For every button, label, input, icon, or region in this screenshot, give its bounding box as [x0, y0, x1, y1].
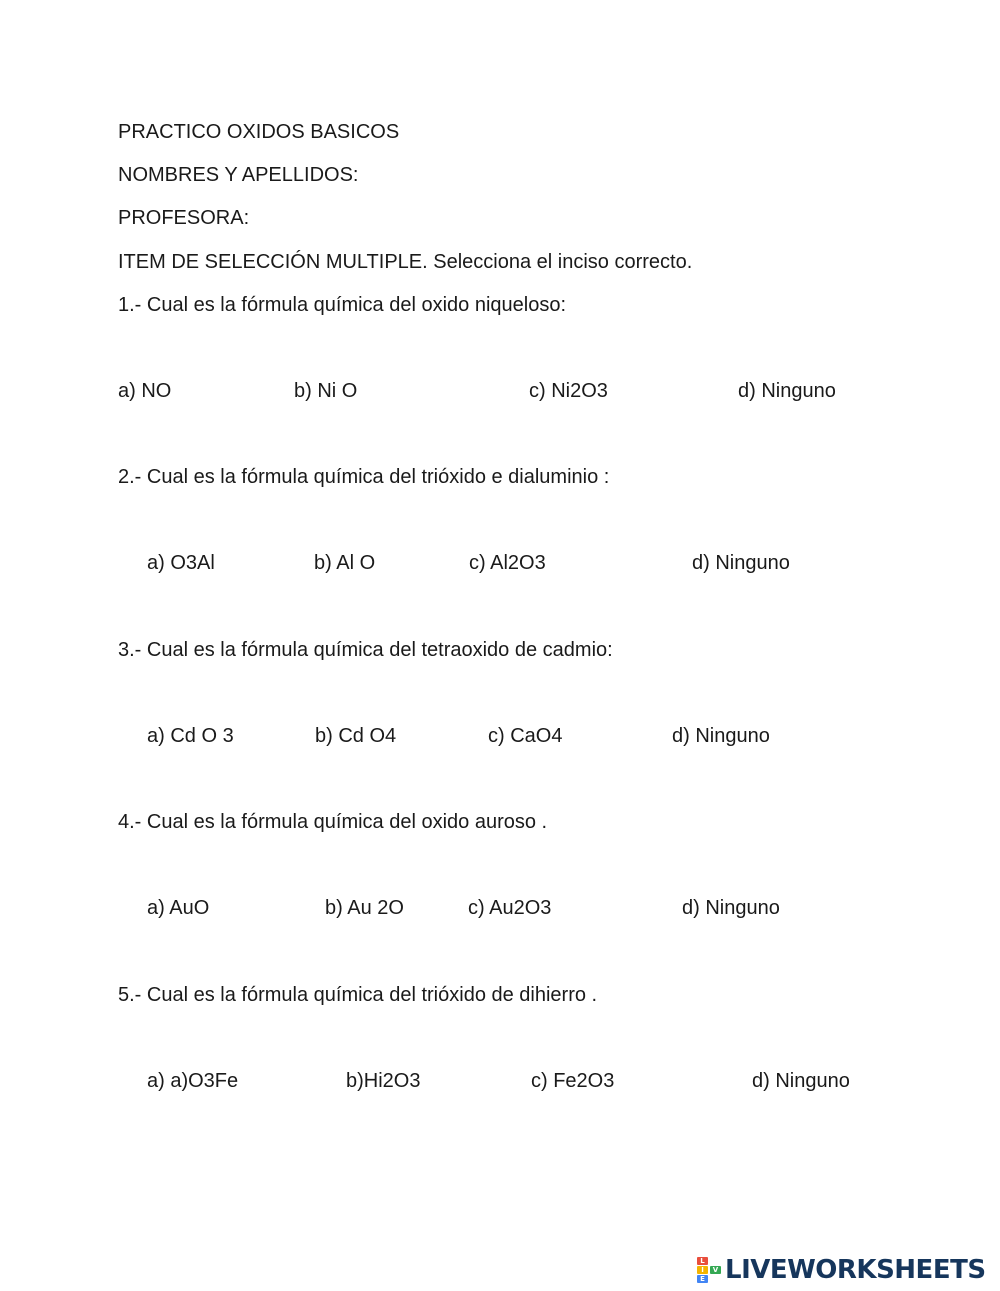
logo-letter-i: I: [697, 1266, 708, 1274]
question-1-option-d[interactable]: d) Ninguno: [738, 380, 836, 402]
logo-letter-e: E: [697, 1275, 708, 1283]
question-3-option-d[interactable]: d) Ninguno: [672, 725, 770, 747]
question-1-option-b[interactable]: b) Ni O: [294, 380, 358, 402]
question-5-option-d[interactable]: d) Ninguno: [752, 1070, 850, 1092]
question-5-option-c[interactable]: c) Fe2O3: [531, 1070, 615, 1092]
instructions-text: ITEM DE SELECCIÓN MULTIPLE. Selecciona el inciso correcto.: [118, 251, 693, 273]
question-2-text: 2.- Cual es la fórmula química del trióxido e dialuminio :: [118, 466, 610, 488]
liveworksheets-logo-icon: [697, 1256, 723, 1284]
name-label: NOMBRES Y APELLIDOS:: [118, 164, 359, 186]
worksheet-title: PRACTICO OXIDOS BASICOS: [118, 121, 400, 143]
question-3-option-b[interactable]: b) Cd O4: [315, 725, 397, 747]
question-2-option-c[interactable]: c) Al2O3: [469, 552, 546, 574]
question-5-option-b[interactable]: b)Hi2O3: [346, 1070, 421, 1092]
question-4-option-a[interactable]: a) AuO: [147, 897, 210, 919]
question-2-option-d[interactable]: d) Ninguno: [692, 552, 790, 574]
question-3-text: 3.- Cual es la fórmula química del tetraoxido de cadmio:: [118, 639, 613, 661]
question-4-text: 4.- Cual es la fórmula química del oxido auroso .: [118, 811, 548, 833]
logo-letter-l: L: [697, 1257, 708, 1265]
teacher-label: PROFESORA:: [118, 207, 250, 229]
question-3-option-c[interactable]: c) CaO4: [488, 725, 563, 747]
question-1-option-c[interactable]: c) Ni2O3: [529, 380, 608, 402]
question-5-text: 5.- Cual es la fórmula química del trióxido de dihierro .: [118, 984, 598, 1006]
question-1-text: 1.- Cual es la fórmula química del oxido niqueloso:: [118, 294, 567, 316]
question-3-option-a[interactable]: a) Cd O 3: [147, 725, 234, 747]
question-2-option-a[interactable]: a) O3Al: [147, 552, 215, 574]
question-4-option-b[interactable]: b) Au 2O: [325, 897, 404, 919]
liveworksheets-logo-text: LIVEWORKSHEETS: [725, 1255, 986, 1285]
question-4-option-c[interactable]: c) Au2O3: [468, 897, 552, 919]
liveworksheets-logo: [697, 1253, 986, 1287]
question-5-option-a[interactable]: a) a)O3Fe: [147, 1070, 239, 1092]
question-1-option-a[interactable]: a) NO: [118, 380, 172, 402]
question-4-option-d[interactable]: d) Ninguno: [682, 897, 780, 919]
question-2-option-b[interactable]: b) Al O: [314, 552, 376, 574]
logo-letter-v: V: [710, 1266, 721, 1274]
